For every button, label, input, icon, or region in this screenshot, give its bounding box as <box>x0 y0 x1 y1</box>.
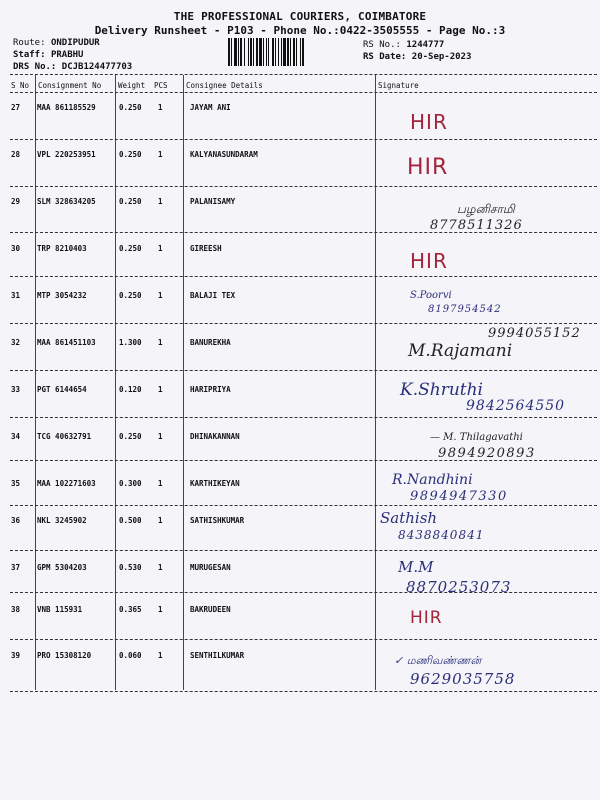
row-sno: 28 <box>11 150 21 159</box>
row-consignee: BANUREKHA <box>190 338 231 347</box>
rs-no-value: 1244777 <box>406 40 445 50</box>
staff-value: PRABHU <box>50 50 84 60</box>
row-consignment: MAA 102271603 <box>37 479 96 488</box>
signature-name: K.Shruthi <box>400 380 483 400</box>
row-consignee: DHINAKANNAN <box>190 432 240 441</box>
row-sno: 34 <box>11 432 21 441</box>
table-row <box>10 642 597 709</box>
row-weight: 0.250 <box>119 432 142 441</box>
signature-phone: 9994055152 <box>488 326 581 341</box>
signature-phone: 8778511326 <box>430 218 523 233</box>
header-top-rule <box>10 74 597 75</box>
row-sno: 38 <box>11 605 21 614</box>
row-consignee: SENTHILKUMAR <box>190 651 245 660</box>
runsheet-title: Delivery Runsheet - P103 - Phone No.:0422-3505555 - Page No.:3 <box>94 24 506 37</box>
row-weight: 0.250 <box>119 291 142 300</box>
row-consignee: JAYAM ANI <box>190 103 231 112</box>
row-weight: 0.530 <box>119 563 142 572</box>
row-rule <box>10 370 597 371</box>
row-sno: 27 <box>11 103 21 112</box>
row-consignment: SLM 328634205 <box>37 197 96 206</box>
row-consignee: SATHISHKUMAR <box>190 516 245 525</box>
col-signature: Signature <box>378 81 419 90</box>
signature-name: M.Rajamani <box>408 341 513 361</box>
row-consignment: MAA 861451103 <box>37 338 96 347</box>
route-value: ONDIPUDUR <box>50 38 100 48</box>
row-rule <box>10 505 597 506</box>
signature-name: பழனிசாமி <box>457 202 515 216</box>
row-consignee: PALANISAMY <box>190 197 236 206</box>
col-consignee: Consignee Details <box>186 81 263 90</box>
row-pcs: 1 <box>158 432 163 441</box>
row-sno: 39 <box>11 651 21 660</box>
signature-name: S.Poorvi <box>410 290 452 301</box>
signature-phone: 9894920893 <box>438 446 536 461</box>
row-consignee: KALYANASUNDARAM <box>190 150 258 159</box>
row-sno: 29 <box>11 197 21 206</box>
row-rule <box>10 639 597 640</box>
row-consignment: GPM 5304203 <box>37 563 87 572</box>
row-pcs: 1 <box>158 103 163 112</box>
row-rule <box>10 186 597 187</box>
signature-stamp: HIR <box>407 155 449 180</box>
row-pcs: 1 <box>158 605 163 614</box>
signature-phone: 9629035758 <box>410 670 516 688</box>
row-pcs: 1 <box>158 291 163 300</box>
row-weight: 0.120 <box>119 385 142 394</box>
row-consignment: MTP 3054232 <box>37 291 87 300</box>
row-rule <box>10 592 597 593</box>
row-weight: 0.060 <box>119 651 142 660</box>
staff-line: Staff: PRABHU <box>13 50 84 60</box>
signature-name: M.M <box>398 558 434 576</box>
row-weight: 0.365 <box>119 605 142 614</box>
col-sno: S No <box>11 81 30 90</box>
barcode <box>228 38 355 66</box>
row-weight: 0.250 <box>119 244 142 253</box>
row-rule <box>10 139 597 140</box>
row-pcs: 1 <box>158 338 163 347</box>
row-consignment: VNB 115931 <box>37 605 83 614</box>
row-rule <box>10 691 597 692</box>
row-pcs: 1 <box>158 197 163 206</box>
signature-name: R.Nandhini <box>392 472 473 488</box>
row-pcs: 1 <box>158 385 163 394</box>
row-sno: 31 <box>11 291 21 300</box>
row-pcs: 1 <box>158 244 163 253</box>
row-rule <box>10 460 597 461</box>
signature-name: ✓ மணிவண்ணன் <box>394 654 482 667</box>
drs-value: DCJB124477703 <box>61 62 133 72</box>
row-weight: 1.300 <box>119 338 142 347</box>
signature-name: Sathish <box>380 509 438 527</box>
row-consignee: HARIPRIYA <box>190 385 231 394</box>
row-sno: 37 <box>11 563 21 572</box>
row-rule <box>10 550 597 551</box>
row-weight: 0.250 <box>119 197 142 206</box>
signature-phone: 8438840841 <box>398 528 485 542</box>
row-weight: 0.250 <box>119 150 142 159</box>
signature-stamp: HIR <box>410 249 448 273</box>
row-weight: 0.300 <box>119 479 142 488</box>
rs-no-line: RS No.: 1244777 <box>363 40 445 50</box>
row-consignment: PRO 15308120 <box>37 651 92 660</box>
row-rule <box>10 417 597 418</box>
company-name: THE PROFESSIONAL COURIERS, COIMBATORE <box>173 10 427 23</box>
row-rule <box>10 323 597 324</box>
signature-phone: 8197954542 <box>428 304 502 315</box>
row-sno: 33 <box>11 385 21 394</box>
row-consignment: NKL 3245902 <box>37 516 87 525</box>
row-sno: 32 <box>11 338 21 347</box>
signature-phone: 8870253073 <box>406 578 512 596</box>
row-consignment: PGT 6144654 <box>37 385 87 394</box>
row-consignee: BALAJI TEX <box>190 291 236 300</box>
row-pcs: 1 <box>158 479 163 488</box>
row-consignee: BAKRUDEEN <box>190 605 231 614</box>
signature-name: — M. Thilagavathi <box>430 432 523 443</box>
row-consignment: VPL 220253951 <box>37 150 96 159</box>
row-rule <box>10 232 597 233</box>
row-pcs: 1 <box>158 516 163 525</box>
rs-date-line: RS Date: 20-Sep-2023 <box>363 52 472 62</box>
row-consignee: GIREESH <box>190 244 222 253</box>
row-sno: 35 <box>11 479 21 488</box>
signature-stamp: HIR <box>410 110 448 134</box>
row-pcs: 1 <box>158 651 163 660</box>
header-bottom-rule <box>10 92 597 93</box>
row-consignee: MURUGESAN <box>190 563 231 572</box>
row-consignment: TRP 8210403 <box>37 244 87 253</box>
signature-stamp: HIR <box>410 608 443 628</box>
col-weight: Weight <box>118 81 146 90</box>
rs-date-value: 20-Sep-2023 <box>411 52 472 62</box>
row-consignee: KARTHIKEYAN <box>190 479 240 488</box>
row-sno: 30 <box>11 244 21 253</box>
row-sno: 36 <box>11 516 21 525</box>
col-pcs: PCS <box>154 81 168 90</box>
row-pcs: 1 <box>158 563 163 572</box>
signature-phone: 9894947330 <box>410 489 508 504</box>
row-consignment: MAA 861185529 <box>37 103 96 112</box>
row-rule <box>10 276 597 277</box>
row-weight: 0.500 <box>119 516 142 525</box>
route-line: Route: ONDIPUDUR <box>13 38 100 48</box>
signature-phone: 9842564550 <box>466 398 566 414</box>
row-weight: 0.250 <box>119 103 142 112</box>
col-consignment: Consignment No <box>38 81 102 90</box>
row-pcs: 1 <box>158 150 163 159</box>
row-consignment: TCG 40632791 <box>37 432 92 441</box>
drs-line: DRS No.: DCJB124477703 <box>13 62 133 72</box>
